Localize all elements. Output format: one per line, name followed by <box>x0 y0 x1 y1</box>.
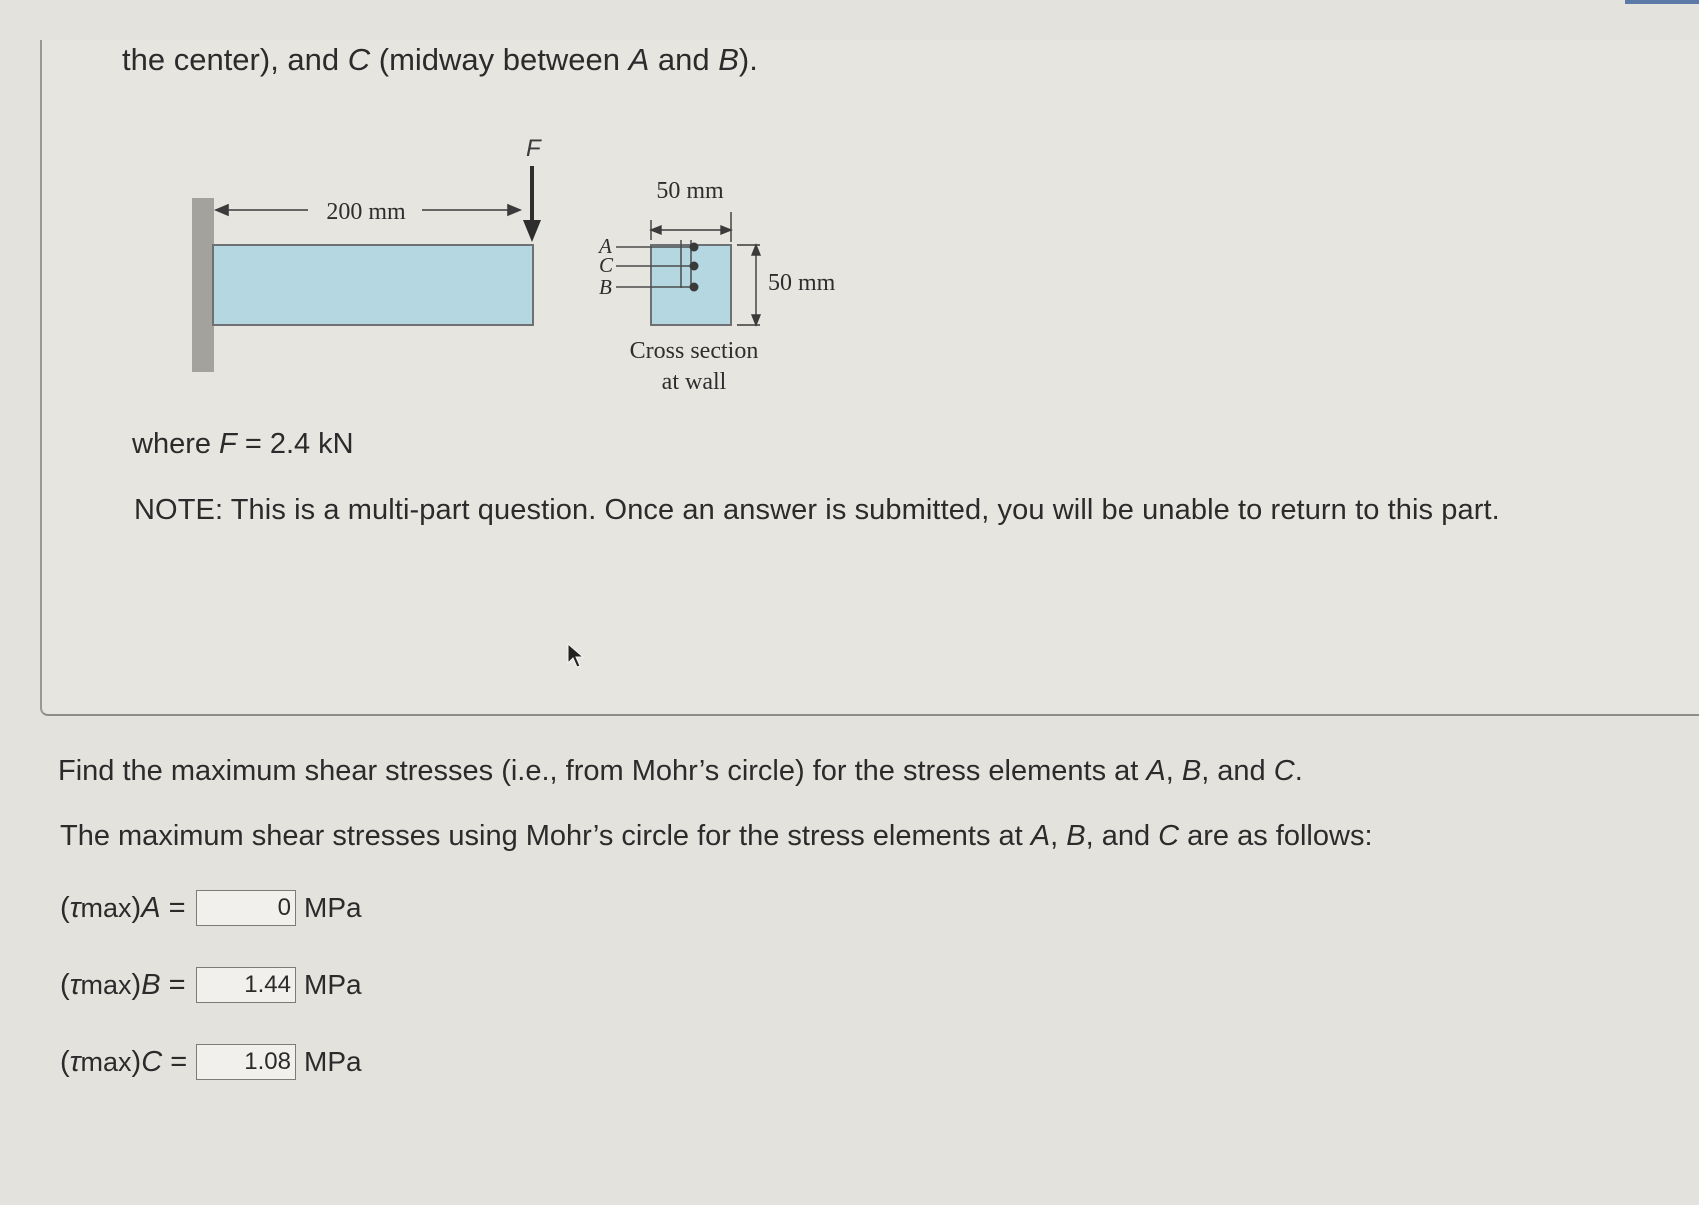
question-text: Find the maximum shear stresses (i.e., from Mohr’s circle) for the stress elements at A, B, and C. <box>58 755 1303 787</box>
answer-intro-text: The maximum shear stresses using Mohr’s circle for the stress elements at A, B, and C are as follows: <box>60 820 1373 852</box>
corner-tab <box>1625 0 1699 4</box>
height-dimension <box>737 245 760 325</box>
answer-unit-a: MPa <box>304 892 362 923</box>
answer-input-b[interactable] <box>196 967 296 1003</box>
given-force-text: where F = 2.4 kN <box>132 428 354 460</box>
caption-line-1: Cross section <box>629 338 759 364</box>
answer-unit-b: MPa <box>304 969 362 1000</box>
length-label: 200 mm <box>326 199 406 225</box>
problem-intro-text: the center), and C (midway between A and B). <box>122 42 758 77</box>
beam <box>213 245 533 325</box>
mouse-cursor-icon <box>566 643 588 671</box>
width-dimension <box>651 212 731 242</box>
force-label: F <box>526 135 541 162</box>
answer-label-a: (τmax)A = <box>60 891 186 924</box>
answer-row-c <box>60 1042 362 1082</box>
point-b-marker <box>690 283 699 292</box>
answer-row-b <box>60 965 362 1005</box>
point-c-label: C <box>599 253 614 277</box>
width-label: 50 mm <box>656 178 724 204</box>
cantilever-figure <box>180 130 860 410</box>
multipart-note: NOTE: This is a multi-part question. Once an answer is submitted, you will be unable to return to this part. <box>134 494 1500 526</box>
point-b-label: B <box>599 275 612 299</box>
point-c-marker <box>690 262 699 271</box>
point-a-label: A <box>599 234 612 258</box>
answer-input-a[interactable] <box>196 890 296 926</box>
point-a-marker <box>690 243 699 252</box>
answer-unit-c: MPa <box>304 1046 362 1077</box>
height-label: 50 mm <box>768 270 836 296</box>
caption-line-2: at wall <box>661 369 727 395</box>
answer-label-c: (τmax)C = <box>60 1045 188 1078</box>
answer-row-a <box>60 888 362 928</box>
force-arrow <box>523 166 541 242</box>
answer-input-c[interactable] <box>196 1044 296 1080</box>
wall <box>192 198 214 372</box>
answer-label-b: (τmax)B = <box>60 968 186 1001</box>
